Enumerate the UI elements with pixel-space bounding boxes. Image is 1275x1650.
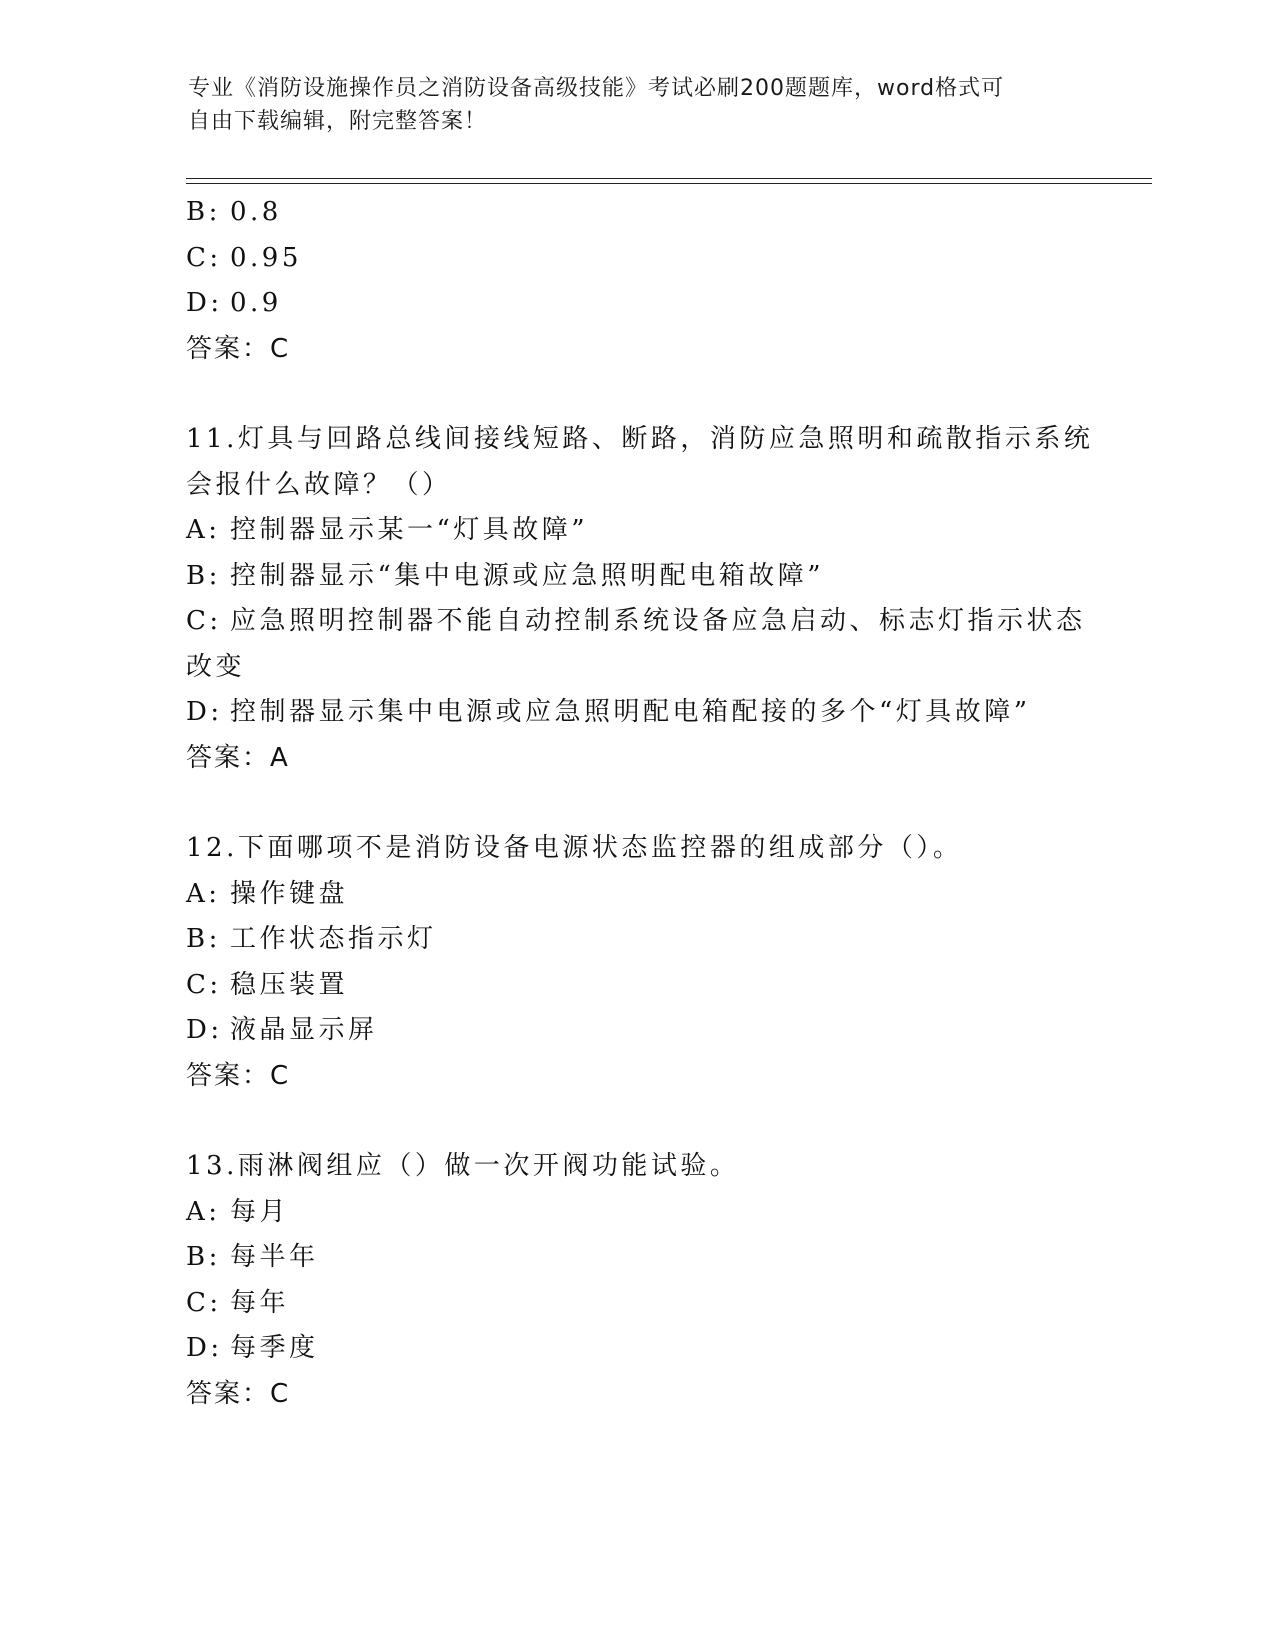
option-a: A: 每月: [186, 1196, 290, 1227]
answer-line: 答案：A: [186, 742, 290, 773]
question-stem: 会报什么故障？（）: [186, 469, 452, 500]
option-b: B: 控制器显示“集中电源或应急照明配电箱故障”: [186, 560, 825, 591]
question-block-13: [186, 1144, 1086, 1417]
option-c-continuation: 改变: [186, 651, 246, 682]
header-line-1: 专业《消防设施操作员之消防设备高级技能》考试必刷200题题库，word格式可: [188, 76, 1005, 101]
option-a: A: 操作键盘: [186, 878, 349, 909]
answer-line: 答案：C: [186, 333, 291, 364]
option-d: D: 液晶显示屏: [186, 1015, 378, 1045]
answer-line: 答案：C: [186, 1378, 291, 1409]
option-b: B: 每半年: [186, 1242, 319, 1272]
question-block-12: [186, 826, 1086, 1099]
question-stem: 11.灯具与回路总线间接线短路、断路，消防应急照明和疏散指示系统: [186, 424, 1094, 454]
question-block-11: [186, 417, 1094, 781]
question-list: [186, 190, 1094, 1417]
option-c: C: 应急照明控制器不能自动控制系统设备应急启动、标志灯指示状态: [186, 606, 1086, 636]
option-c: C: 每年: [186, 1287, 290, 1318]
document-header: [188, 72, 1068, 138]
header-divider-top: [186, 178, 1152, 179]
question-block-continued: [186, 190, 1086, 372]
answer-line: 答案：C: [186, 1060, 291, 1091]
option-b: B: 工作状态指示灯: [186, 924, 437, 954]
question-stem: 12.下面哪项不是消防设备电源状态监控器的组成部分（）。: [186, 833, 963, 863]
option-d: D: 0.9: [186, 288, 282, 318]
option-c: C: 稳压装置: [186, 969, 349, 1000]
question-stem: 13.雨淋阀组应（）做一次开阀功能试验。: [186, 1151, 740, 1181]
header-divider-bottom: [186, 183, 1152, 184]
option-a: A: 控制器显示某一“灯具故障”: [186, 515, 589, 545]
option-d: D: 控制器显示集中电源或应急照明配电箱配接的多个“灯具故障”: [186, 697, 1031, 727]
option-d: D: 每季度: [186, 1333, 319, 1363]
option-c: C: 0.95: [186, 242, 302, 273]
option-b: B: 0.8: [186, 197, 282, 227]
header-line-2: 自由下载编辑，附完整答案！: [188, 109, 488, 134]
